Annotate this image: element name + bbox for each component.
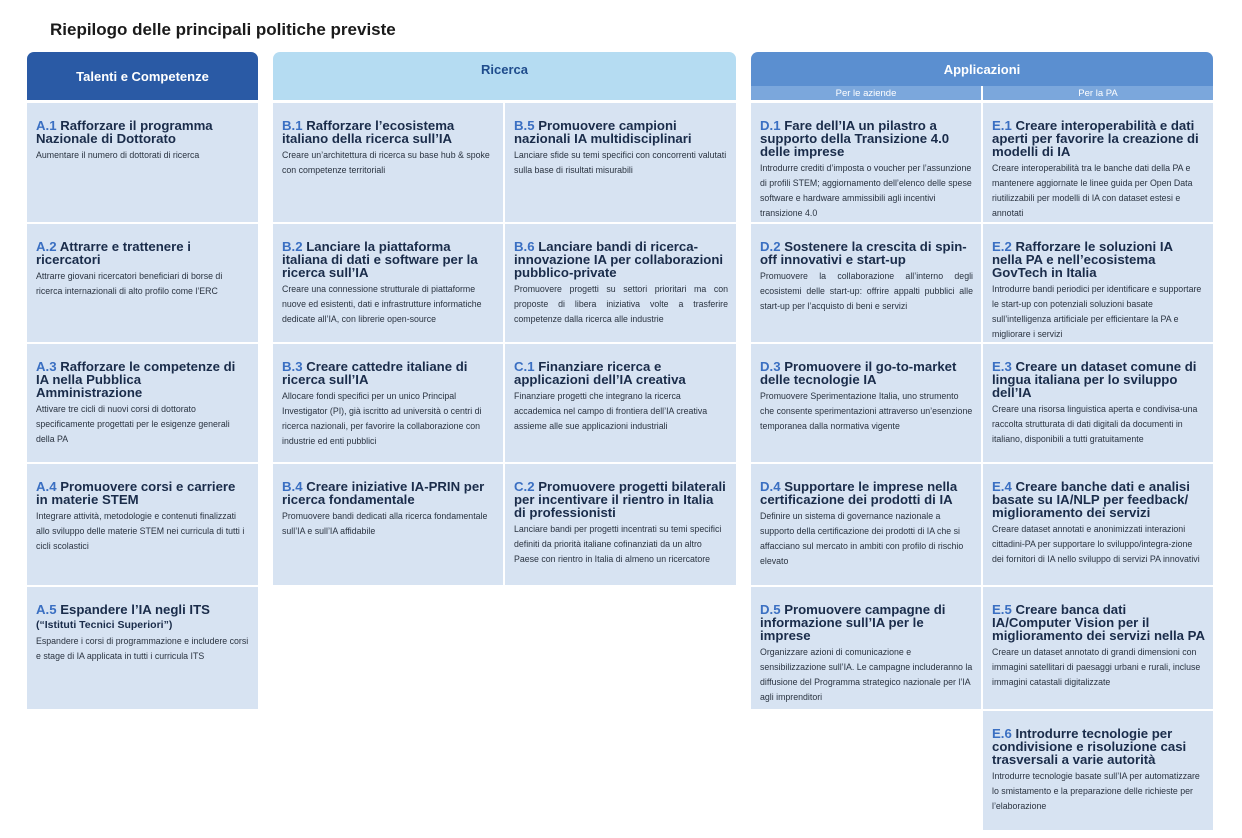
card-description: Promuovere bandi dedicati alla ricerca fondamentale sull’IA e sull’IA affidabile (282, 511, 488, 536)
card-title (36, 240, 250, 266)
policy-card-e4 (983, 464, 1213, 585)
card-title-text: Fare dell’IA un pilastro a supporto della Transizione 4.0 delle imprese (760, 118, 950, 159)
card-code: A.2 (36, 239, 57, 254)
card-code: E.2 (992, 239, 1012, 254)
card-title (760, 119, 973, 158)
card-code: D.3 (760, 359, 781, 374)
card-title-text: Creare cattedre italiane di ricerca sull’IA (282, 359, 468, 387)
card-description: Finanziare progetti che integrano la ricerca accademica nel campo di frontiera dell’IA creativa assieme alle sue applicazioni industriali (514, 391, 708, 431)
policy-card-c1 (505, 344, 736, 462)
card-title (514, 240, 728, 279)
card-title-text: Sostenere la crescita di spin-off innovativi e start-up (760, 239, 967, 267)
card-title-text: Attrarre e trattenere i ricercatori (36, 239, 191, 267)
card-title (992, 360, 1205, 399)
card-description: Lanciare bandi per progetti incentrati su temi specifici definiti da priorità italiane cofinanziati da un altro Paese con rientro in Italia di almeno un ricercatore (514, 524, 722, 564)
column-header-talenti: Talenti e Competenze (27, 52, 258, 100)
card-title (992, 240, 1205, 279)
card-description: Introdurre crediti d’imposta o voucher per l’assunzione di profili STEM; aggiornamento dell’elenco delle spese software e hardware ammissibili agli incentivi transizione 4.0 (760, 163, 972, 218)
card-title-text: Creare banche dati e analisi basate su IA/NLP per feedback/ miglioramento dei servizi (992, 479, 1190, 520)
card-code: D.2 (760, 239, 781, 254)
card-title (36, 119, 250, 145)
card-code: B.1 (282, 118, 303, 133)
policy-card-b2 (273, 224, 503, 342)
card-title-text: Promuovere progetti bilaterali per incentivare il rientro in Italia di professionisti (514, 479, 726, 520)
card-code: E.6 (992, 726, 1012, 741)
card-title-text: Introdurre tecnologie per condivisione e risoluzione casi trasversali a varie autorità (992, 726, 1187, 767)
card-description: Creare un dataset annotato di grandi dimensioni con immagini satellitari di paesaggi urbani e rurali, incluse immagini catastali digitalizzate (992, 647, 1201, 687)
card-code: D.5 (760, 602, 781, 617)
card-title (760, 240, 973, 266)
card-description: Espandere i corsi di programmazione e includere corsi e stage di IA applicata in tutti i curricula ITS (36, 636, 249, 661)
card-title-text: Rafforzare il programma Nazionale di Dottorato (36, 118, 213, 146)
card-description: Attrarre giovani ricercatori beneficiari di borse di ricerca internazionali di alto profilo come l’ERC (36, 271, 223, 296)
policy-card-b5 (505, 103, 736, 222)
policy-card-d3 (751, 344, 981, 462)
card-description: Promuovere progetti su settori prioritari ma con proposte di libera iniziativa volte a trasferire competenze dalla ricerca alle industrie (514, 284, 728, 324)
card-code: E.5 (992, 602, 1012, 617)
card-title-text: Rafforzare le competenze di IA nella Pubblica Amministrazione (36, 359, 236, 400)
card-title-text: Promuovere corsi e carriere in materie STEM (36, 479, 236, 507)
card-code: D.4 (760, 479, 781, 494)
policy-card-a4 (27, 464, 258, 585)
card-description: Organizzare azioni di comunicazione e sensibilizzazione sull’IA. Le campagne includeranno la diffusione del Programma strategico nazionale per l’IA agli imprenditori (760, 647, 973, 702)
card-title (36, 480, 250, 506)
policy-card-b3 (273, 344, 503, 462)
card-description: Introdurre bandi periodici per identificare e supportare le start-up con potenziali soluzioni basate sull’intelligenza artificiale per efficientare la PA e migliorare i servizi (992, 284, 1202, 339)
card-title-text: Rafforzare l’ecosistema italiano della ricerca sull’IA (282, 118, 455, 146)
card-title-text: Creare un dataset comune di lingua italiana per lo sviluppo dell’IA (992, 359, 1197, 400)
card-code: D.1 (760, 118, 781, 133)
card-subtitle: (“Istituti Tecnici Superiori”) (36, 619, 173, 631)
policy-card-d5 (751, 587, 981, 709)
card-code: B.5 (514, 118, 535, 133)
card-description: Creare una risorsa linguistica aperta e condivisa-una raccolta strutturata di dati digitali da documenti in italiano, disponibili a tutti gratuitamente (992, 404, 1198, 444)
card-title-text: Creare interoperabilità e dati aperti per favorire la creazione di modelli di IA (992, 118, 1199, 159)
card-description: Creare interoperabilità tra le banche dati della PA e mantenere aggiornate le linee guida per Open Data riutilizzabili per modelli di IA con dataset estesi e annotati (992, 163, 1193, 218)
card-title (36, 360, 250, 399)
card-description: Promuovere la collaborazione all’interno degli ecosistemi delle start-up: offrire appalti pubblici alle start-up per l’acquisto di beni e servizi (760, 271, 973, 311)
card-code: B.2 (282, 239, 303, 254)
card-description: Allocare fondi specifici per un unico Principal Investigator (PI), già iscritto ad università o centri di ricerca nazionali, per favorire la collaborazione con industrie ed enti pubblici (282, 391, 482, 446)
card-code: A.5 (36, 602, 57, 617)
card-code: A.4 (36, 479, 57, 494)
card-title-text: Lanciare bandi di ricerca-innovazione IA per collaborazioni pubblico-private (514, 239, 724, 280)
policy-card-e6 (983, 711, 1213, 830)
card-code: A.1 (36, 118, 57, 133)
card-title (992, 480, 1205, 519)
policy-card-b6 (505, 224, 736, 342)
card-title (282, 480, 495, 506)
card-code: C.2 (514, 479, 535, 494)
policy-card-a5 (27, 587, 258, 709)
card-title-text: Rafforzare le soluzioni IA nella PA e nell’ecosistema GovTech in Italia (992, 239, 1173, 280)
card-title (514, 480, 728, 519)
policy-card-a1 (27, 103, 258, 222)
card-title-text: Promuovere il go-to-market delle tecnologie IA (760, 359, 957, 387)
card-title (36, 603, 250, 616)
card-title-text: Creare banca dati IA/Computer Vision per il miglioramento dei servizi nella PA (992, 602, 1206, 643)
policy-card-e1 (983, 103, 1213, 222)
card-title-text: Finanziare ricerca e applicazioni dell’IA creativa (514, 359, 686, 387)
subheader-per-pa: Per la PA (983, 86, 1213, 100)
card-code: E.3 (992, 359, 1012, 374)
card-code: E.4 (992, 479, 1012, 494)
card-title (282, 119, 495, 145)
card-title (760, 480, 973, 506)
card-title-text: Promuovere campagne di informazione sull’IA per le imprese (760, 602, 946, 643)
card-title-text: Creare iniziative IA-PRIN per ricerca fondamentale (282, 479, 485, 507)
policy-card-e3 (983, 344, 1213, 462)
card-code: E.1 (992, 118, 1012, 133)
policy-card-b1 (273, 103, 503, 222)
policy-card-a3 (27, 344, 258, 462)
card-description: Promuovere Sperimentazione Italia, uno strumento che consente sperimentazioni attraverso un’esenzione temporanea dalla normativa vigente (760, 391, 973, 431)
card-description: Creare una connessione strutturale di piattaforme nuove ed esistenti, dati e infrastrutture informatiche dedicate all’IA, con librerie open-source (282, 284, 482, 324)
card-title (992, 727, 1205, 766)
card-description: Lanciare sfide su temi specifici con concorrenti valutati sulla base di risultati misurabili (514, 150, 727, 175)
card-description: Creare un’architettura di ricerca su base hub & spoke con competenze territoriali (282, 150, 490, 175)
column-header-ricerca: Ricerca (273, 52, 736, 100)
subheader-per-aziende: Per le aziende (751, 86, 981, 100)
card-code: C.1 (514, 359, 535, 374)
card-code: B.6 (514, 239, 535, 254)
card-code: B.3 (282, 359, 303, 374)
card-description: Integrare attività, metodologie e contenuti finalizzati allo sviluppo delle materie STEM nei curricula di tutti i cicli scolastici (36, 511, 245, 551)
card-title (760, 603, 973, 642)
card-title (514, 119, 728, 145)
card-title-text: Supportare le imprese nella certificazione dei prodotti di IA (760, 479, 958, 507)
policy-card-b4 (273, 464, 503, 585)
policy-card-e2 (983, 224, 1213, 342)
card-description: Aumentare il numero di dottorati di ricerca (36, 150, 200, 160)
card-title (760, 360, 973, 386)
card-title (514, 360, 728, 386)
card-code: B.4 (282, 479, 303, 494)
card-code: A.3 (36, 359, 57, 374)
policy-card-e5 (983, 587, 1213, 709)
card-title (992, 603, 1205, 642)
card-title (992, 119, 1205, 158)
card-description: Creare dataset annotati e anonimizzati interazioni cittadini-PA per supportare lo sviluppo/integra-zione dei fornitori di IA nello sviluppo di servizi PA innovativi (992, 524, 1200, 564)
card-title (282, 240, 495, 279)
card-description: Introdurre tecnologie basate sull’IA per automatizzare lo smistamento e la preparazione delle richieste per l’elaborazione (992, 771, 1200, 811)
card-title-text: Lanciare la piattaforma italiana di dati e software per la ricerca sull’IA (282, 239, 478, 280)
policy-card-d1 (751, 103, 981, 222)
policy-card-a2 (27, 224, 258, 342)
policy-card-d4 (751, 464, 981, 585)
card-description: Attivare tre cicli di nuovi corsi di dottorato specificamente progettati per le esigenze generali della PA (36, 404, 230, 444)
card-title-text: Promuovere campioni nazionali IA multidisciplinari (514, 118, 692, 146)
column-header-applicazioni: Applicazioni (751, 52, 1213, 86)
card-title (282, 360, 495, 386)
page-title: Riepilogo delle principali politiche previste (50, 20, 396, 39)
card-description: Definire un sistema di governance nazionale a supporto della certificazione dei prodotti di IA che si affacciano sul mercato in ambiti con profilo di rischio elevato (760, 511, 964, 566)
policy-card-d2 (751, 224, 981, 342)
card-title-text: Espandere l’IA negli ITS (56, 602, 210, 617)
policy-card-c2 (505, 464, 736, 585)
